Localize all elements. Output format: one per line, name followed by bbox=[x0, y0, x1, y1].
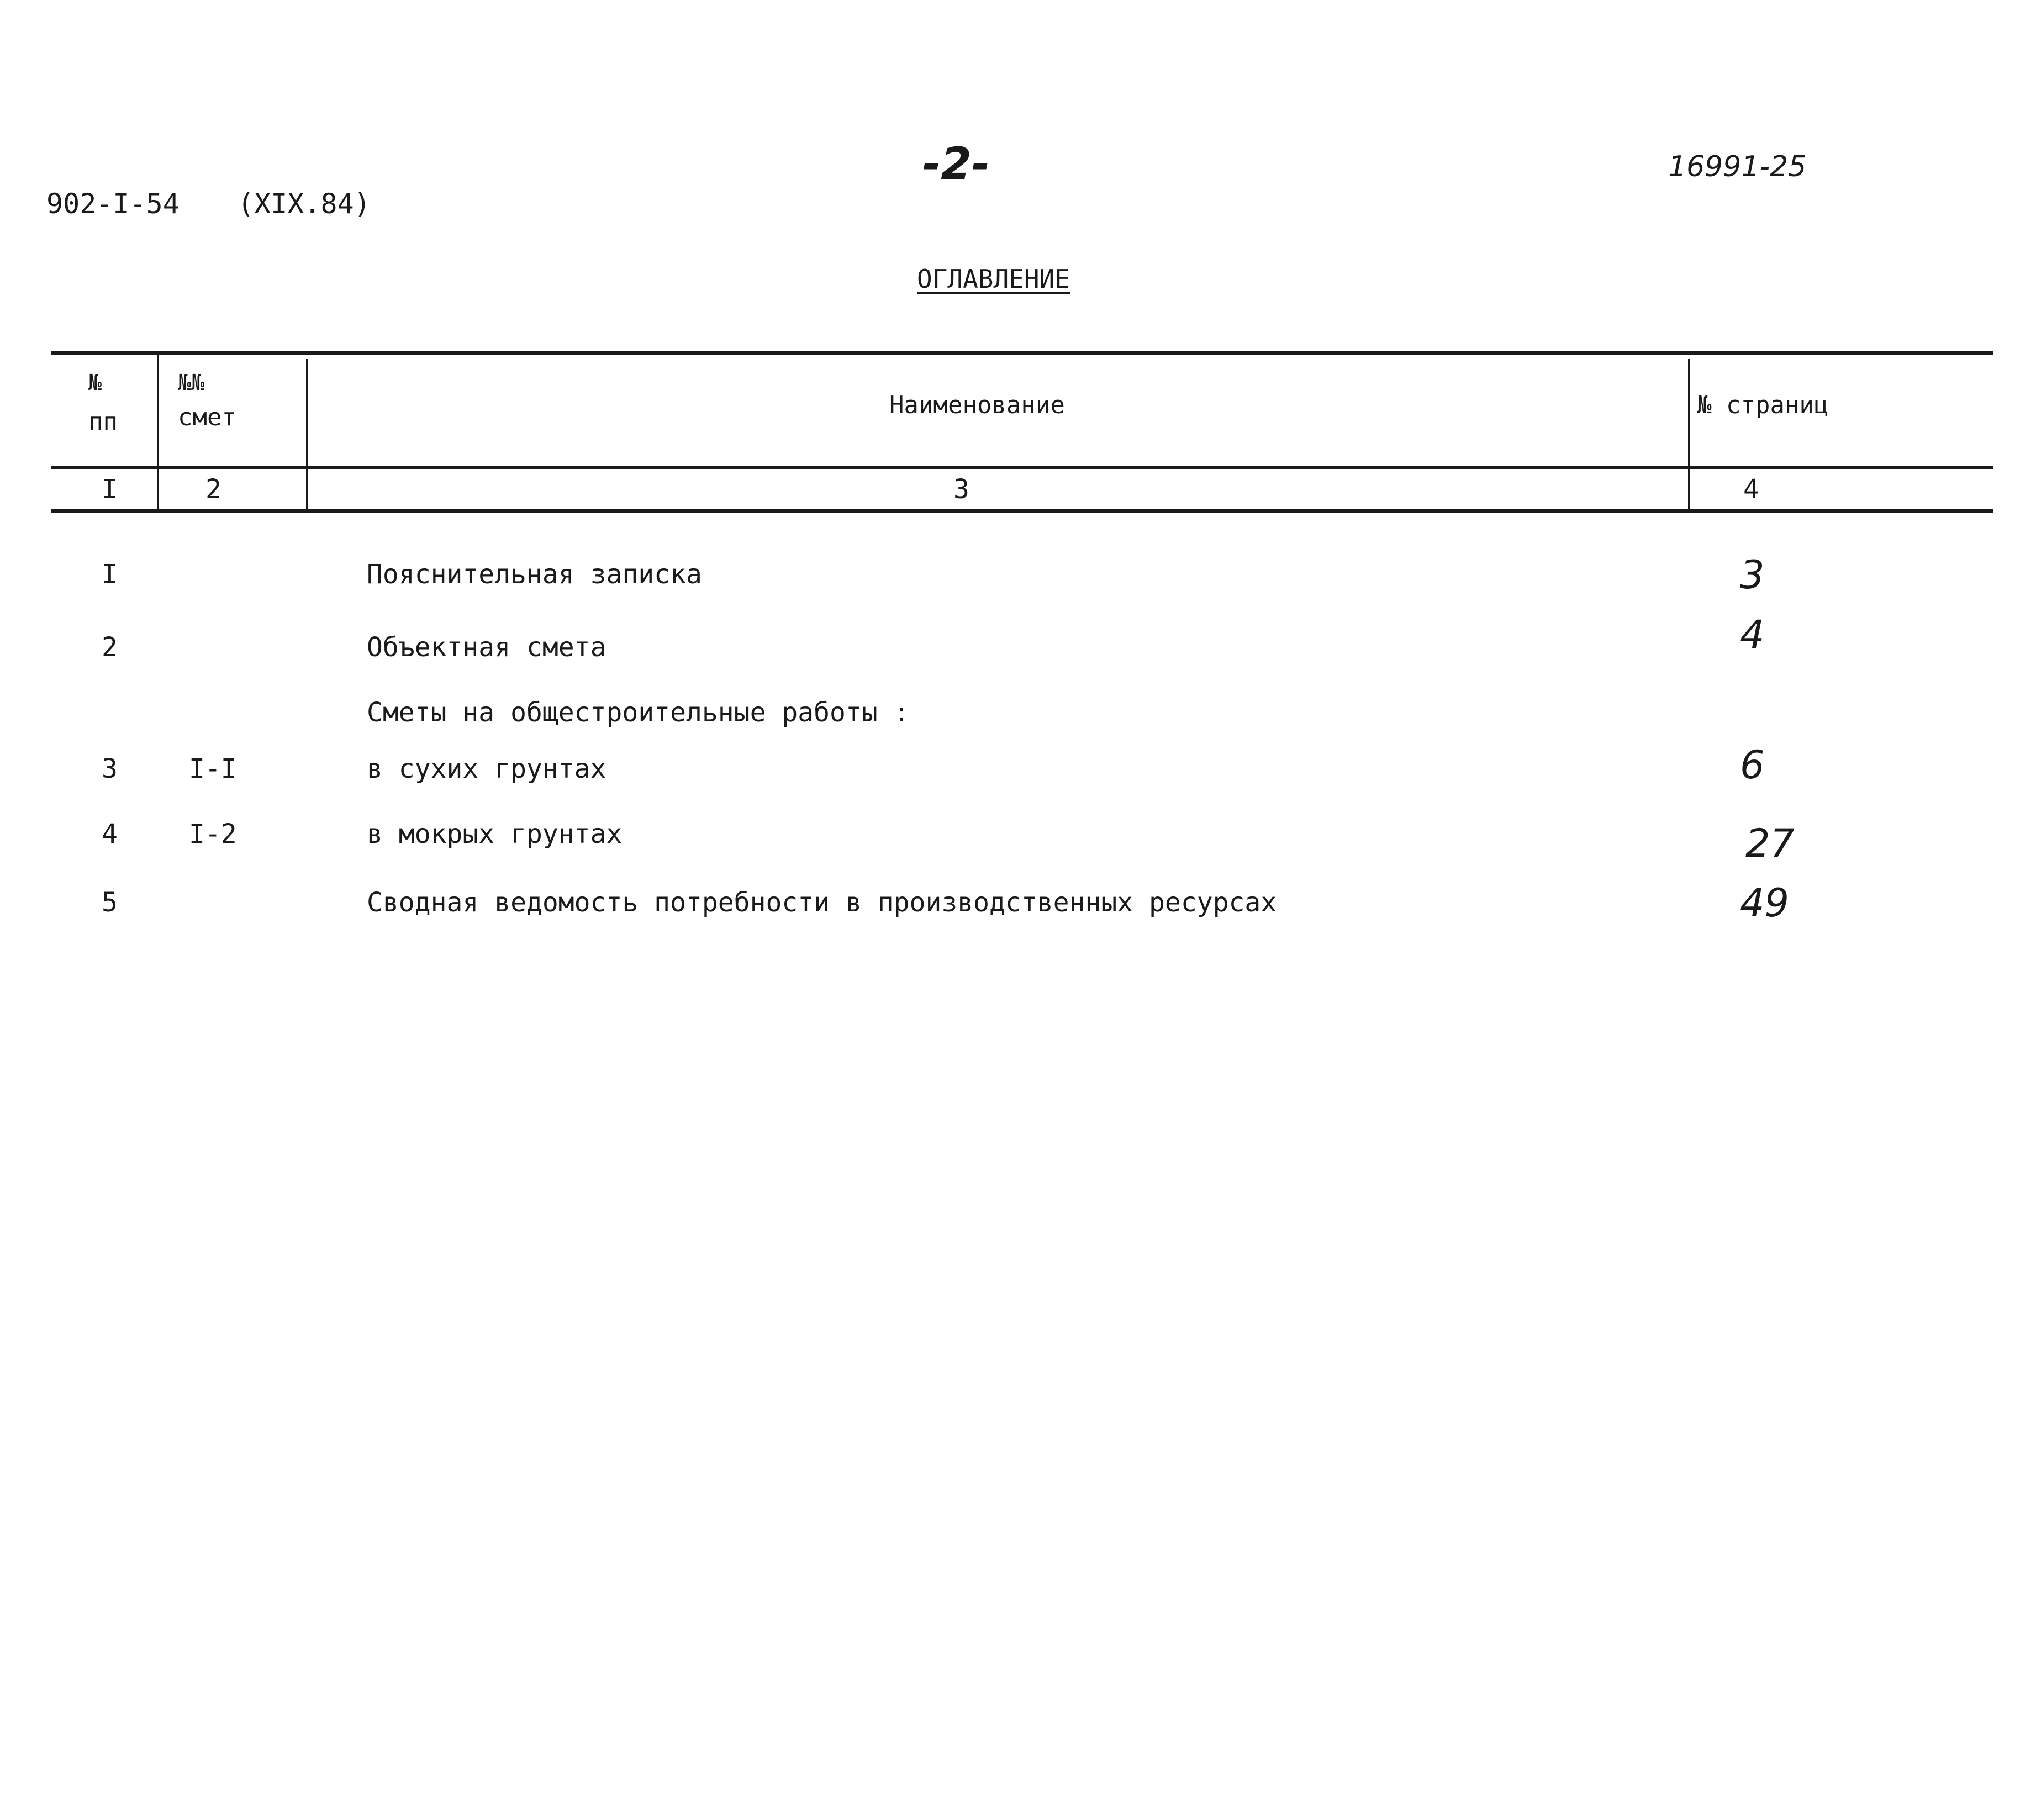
table-row bbox=[0, 552, 2036, 597]
header-col-estimate-label: смет bbox=[178, 403, 236, 431]
row-page: 4 bbox=[1740, 612, 1765, 657]
row-estimate: I-2 bbox=[189, 819, 237, 850]
document-date: (XIX.84) bbox=[238, 188, 371, 220]
column-number-2: 2 bbox=[205, 474, 221, 505]
header-col-estimate-symbol: №№ bbox=[178, 370, 205, 395]
column-divider-3 bbox=[1688, 359, 1690, 510]
row-number: 3 bbox=[102, 753, 118, 784]
column-divider-2 bbox=[306, 359, 308, 510]
document-code: 902-I-54 bbox=[46, 188, 180, 220]
archive-number: 16991-25 bbox=[1668, 150, 1807, 183]
row-number: 2 bbox=[102, 632, 118, 663]
row-number: 5 bbox=[102, 887, 118, 918]
toc-title: ОГЛАВЛЕНИЕ bbox=[917, 264, 1070, 294]
row-name: Сметы на общестроительные работы : bbox=[367, 697, 910, 728]
header-col-number-label: пп bbox=[88, 408, 118, 436]
row-page: 49 bbox=[1740, 880, 1790, 926]
row-page: 27 bbox=[1745, 821, 1795, 866]
header-col-number-symbol: № bbox=[88, 370, 102, 395]
row-name: Сводная ведомость потребности в производственных ресурсах bbox=[367, 887, 1277, 918]
row-number: I bbox=[102, 559, 118, 590]
row-name: Пояснительная записка bbox=[367, 559, 702, 590]
row-number: 4 bbox=[102, 819, 118, 850]
header-col-pages: № страниц bbox=[1697, 391, 1829, 419]
row-estimate: I-I bbox=[189, 753, 237, 784]
column-number-3: 3 bbox=[953, 474, 969, 505]
row-name: Объектная смета bbox=[367, 632, 606, 663]
column-number-1: I bbox=[102, 474, 118, 505]
table-row bbox=[0, 690, 2036, 735]
table-row bbox=[0, 812, 2036, 866]
header-col-name: Наименование bbox=[889, 391, 1065, 419]
header-bottom-border bbox=[51, 466, 1993, 469]
column-number-4: 4 bbox=[1743, 474, 1759, 505]
table-row bbox=[0, 880, 2036, 925]
table-top-border bbox=[51, 351, 1993, 355]
column-numbers-bottom-border bbox=[51, 509, 1993, 513]
row-name: в сухих грунтах bbox=[367, 753, 606, 784]
row-page: 3 bbox=[1740, 552, 1765, 598]
table-row bbox=[0, 742, 2036, 791]
page-number: -2- bbox=[922, 138, 990, 189]
column-divider-1 bbox=[157, 354, 159, 510]
row-page: 6 bbox=[1740, 742, 1765, 788]
row-name: в мокрых грунтах bbox=[367, 819, 623, 850]
table-row bbox=[0, 612, 2036, 669]
